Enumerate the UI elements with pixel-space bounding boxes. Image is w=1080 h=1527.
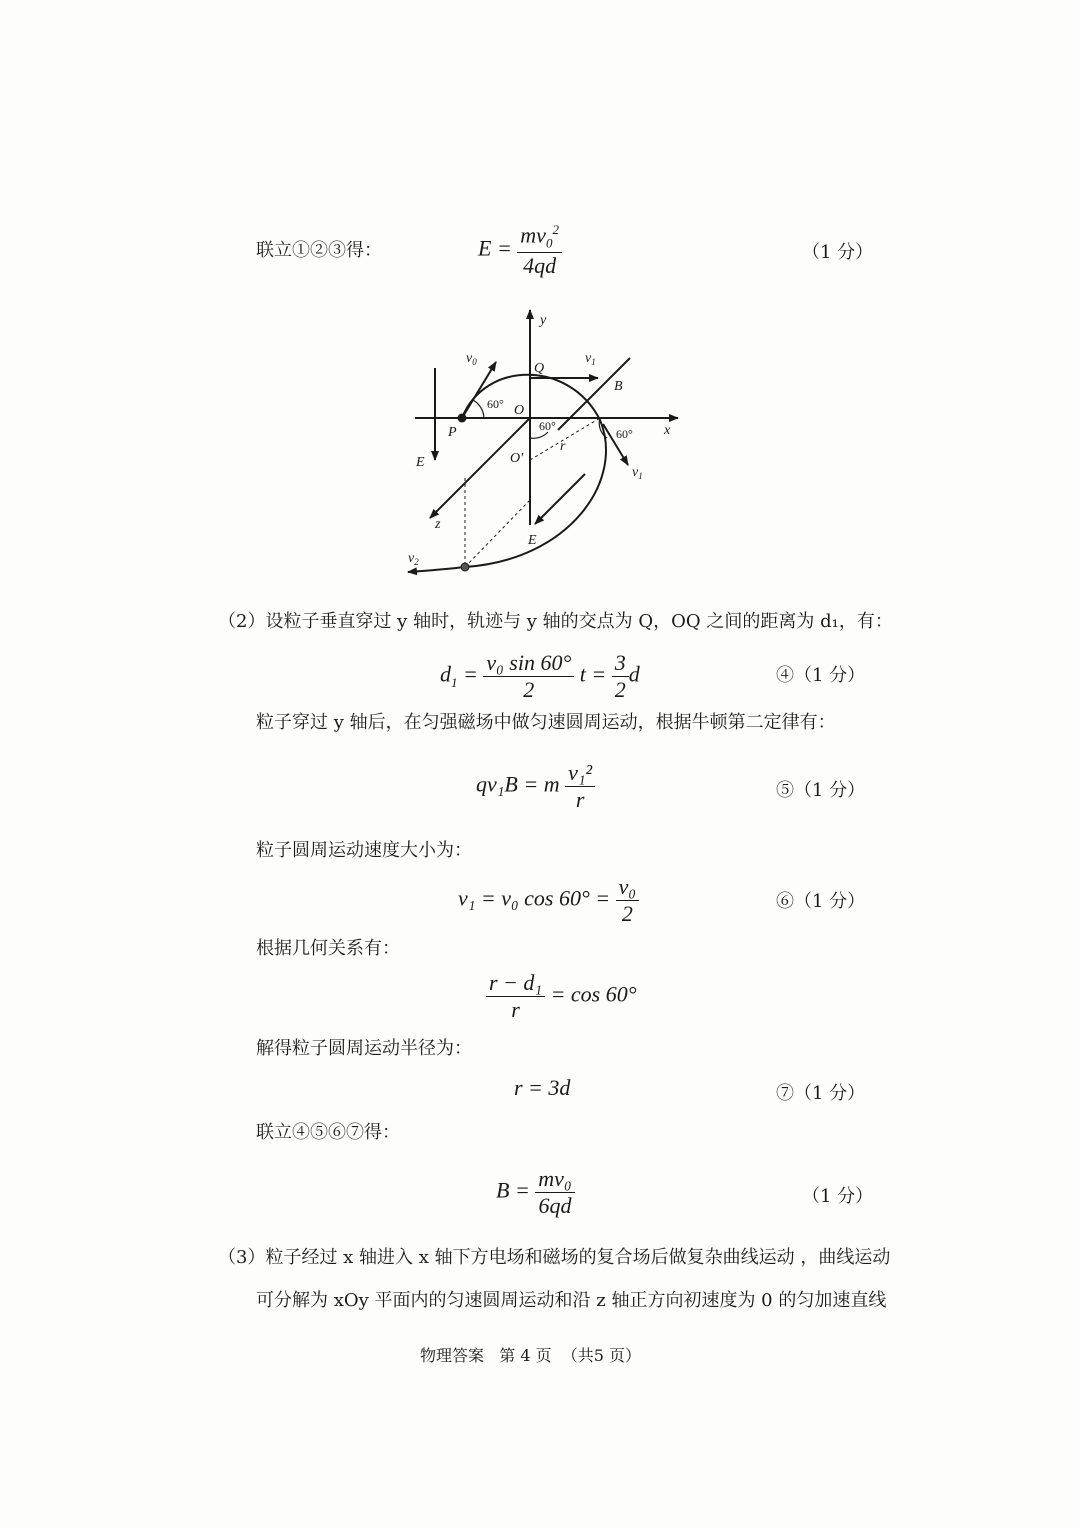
dashed-diagonal [465, 500, 530, 567]
label-e-left: E [416, 455, 425, 470]
label-angle-p: 60° [487, 397, 504, 411]
label-r: r [560, 439, 566, 454]
eq5-tag: ⑤（1 分） [776, 780, 866, 801]
step1-num: mv [520, 222, 546, 248]
v2-arrow [408, 567, 465, 572]
eq4 [440, 650, 640, 703]
eq-b-den: 6qd [535, 1192, 574, 1219]
eq-b [496, 1166, 575, 1219]
point-end [461, 563, 469, 571]
eq4-num: v₀ sin 60° [486, 650, 572, 675]
eq7-tag: ⑦（1 分） [776, 1083, 866, 1104]
eq-b-score: （1 分） [802, 1186, 874, 1207]
eq6-den: 2 [616, 900, 639, 927]
text-after-eq6: 根据几何关系有： [256, 938, 400, 959]
eq-geometry-rhs: = cos 60° [550, 981, 637, 1007]
eq6 [458, 874, 639, 927]
point-p [458, 414, 467, 423]
eq-geometry [486, 970, 637, 1023]
label-v2: $v_2$ [408, 551, 419, 567]
page-footer: 物理答案 第 4 页 （共5 页） [420, 1346, 642, 1365]
eq4-eq: = [463, 661, 478, 687]
eq5-lhs: qv₁B = m [476, 771, 560, 797]
text-after-eq4: 粒子穿过 y 轴后，在匀强磁场中做匀速圆周运动，根据牛顿第二定律有： [256, 712, 836, 733]
label-e-bottom: E [528, 533, 537, 548]
eq4-mid: t = [579, 661, 607, 687]
step1-fraction [517, 222, 562, 279]
text-solve-radius: 解得粒子圆周运动半径为： [256, 1038, 472, 1059]
eq-geometry-num: r − d₁ [489, 970, 543, 995]
label-angle-center: 60° [539, 419, 556, 433]
label-y: y [540, 313, 547, 328]
eq-b-lhs: B = [496, 1177, 530, 1203]
step1-equation [478, 222, 562, 279]
label-b: B [614, 379, 623, 394]
eq5-den: r [565, 786, 595, 813]
eq5-fraction [565, 760, 595, 813]
label-v1-right: $v_1$ [632, 465, 643, 481]
eq4-tail: d [628, 661, 640, 687]
eq4-lhs-sub: 1 [451, 674, 458, 690]
label-angle-right: 60° [616, 427, 633, 441]
step1-num-sub: 0 [545, 235, 553, 251]
eq6-num: v₀ [618, 874, 637, 899]
eq-geometry-fraction [486, 970, 545, 1023]
eq4-fraction2 [612, 650, 629, 703]
label-o-prime: O' [510, 451, 524, 466]
label-v1-top: $v_1$ [585, 351, 596, 367]
eq-geometry-den: r [486, 996, 545, 1023]
label-o: O [514, 403, 525, 418]
angle-arc-p [473, 400, 484, 418]
label-z: z [435, 517, 441, 532]
eq4-lhs: d [440, 661, 451, 687]
label-p: P [448, 425, 457, 440]
eq7: r = 3d [514, 1075, 571, 1100]
z-axis [430, 418, 530, 518]
eq4-fraction1 [483, 650, 574, 703]
step1-lhs: E = [478, 235, 512, 261]
step1-score: （1 分） [802, 242, 874, 263]
eq5-num: v₁² [568, 760, 593, 785]
part3-line1: （3）粒子经过 x 轴进入 x 轴下方电场和磁场的复合场后做复杂曲线运动 ，曲线运动 [218, 1247, 891, 1268]
step1-num-sup: 2 [552, 222, 559, 237]
part2-intro: （2）设粒子垂直穿过 y 轴时，轨迹与 y 轴的交点为 Q，OQ 之间的距离为 d₁，有： [218, 611, 893, 632]
eq4-tag: ④（1 分） [776, 665, 866, 686]
text-after-eq5: 粒子圆周运动速度大小为： [256, 840, 472, 861]
eq6-tag: ⑥（1 分） [776, 891, 866, 912]
eq6-lhs: v₁ = v₀ cos 60° = [458, 885, 611, 911]
b-field-line [558, 358, 630, 430]
eq4-den2: 2 [612, 676, 629, 703]
eq-b-fraction [535, 1166, 574, 1219]
eq-b-num: mv₀ [538, 1166, 572, 1191]
label-q: Q [534, 361, 545, 376]
trajectory-diagram [400, 300, 700, 590]
step1-label: 联立①②③得： [256, 240, 382, 261]
step1-den: 4qd [517, 252, 562, 279]
eq4-den: 2 [483, 676, 574, 703]
part3-line2: 可分解为 xOy 平面内的匀速圆周运动和沿 z 轴正方向初速度为 0 的匀加速直线 [256, 1290, 887, 1311]
label-v0: $v_0$ [466, 351, 477, 367]
eq5 [476, 760, 595, 813]
text-combine: 联立④⑤⑥⑦得： [256, 1122, 400, 1143]
eq4-num2: 3 [614, 650, 626, 675]
eq6-fraction [616, 874, 639, 927]
label-x: x [664, 423, 671, 438]
